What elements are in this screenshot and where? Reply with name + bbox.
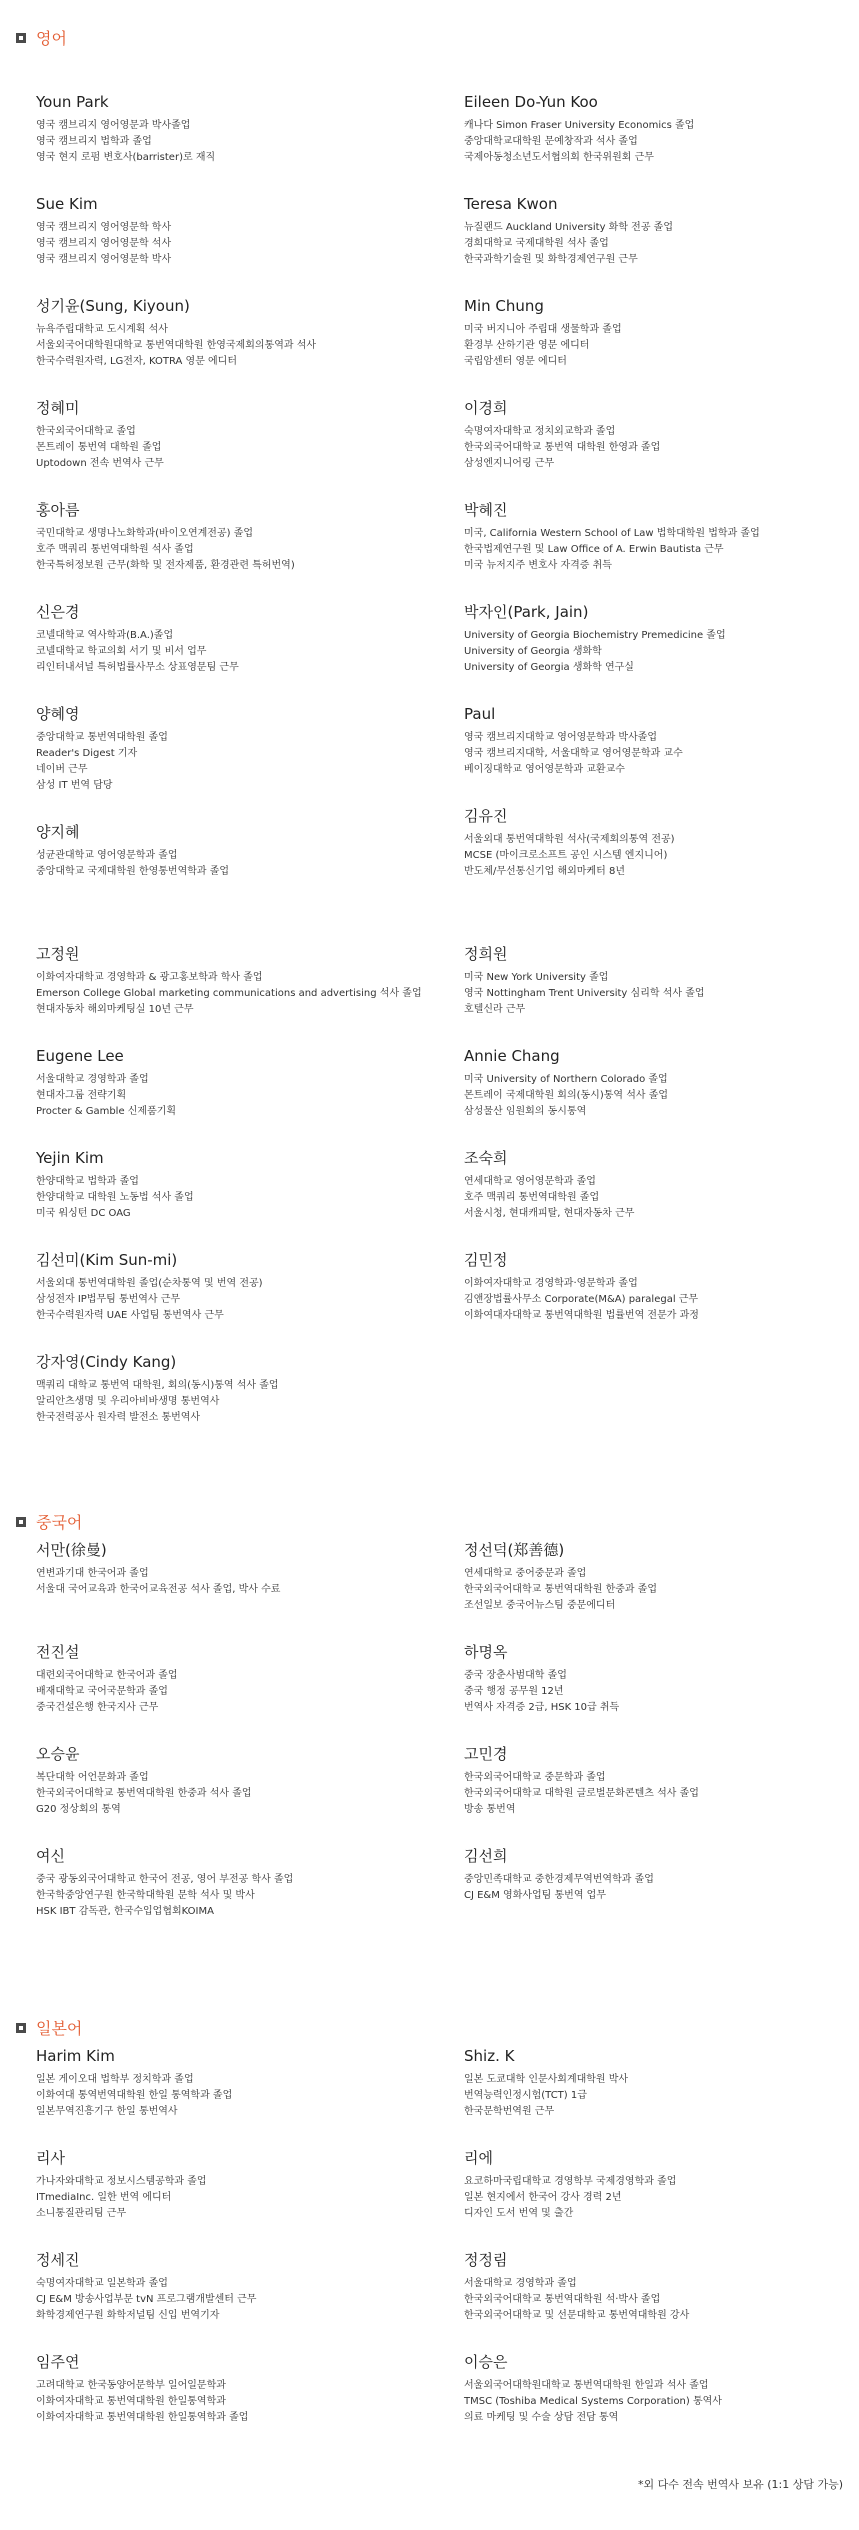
translator-credential: 한국외국어대학교 통번역대학원 석·박사 졸업	[464, 2294, 661, 2305]
translator-credential: 디자인 도서 번역 및 출간	[464, 2208, 574, 2219]
translator-credential: 삼성전자 IP법무팀 통번역사 근무	[36, 1294, 181, 1305]
translator-name: 조숙희	[464, 1149, 508, 1167]
translator-card	[36, 1148, 436, 1222]
translator-card	[464, 92, 859, 166]
translator-credential: 삼성 IT 번역 담당	[36, 780, 113, 791]
translator-credential: 이화여대 통역번역대학원 한일 통역학과 졸업	[36, 2090, 233, 2101]
translator-credential: 가나자와대학교 정보시스템공학과 졸업	[36, 2176, 207, 2187]
section-title	[16, 26, 67, 49]
translator-card	[36, 602, 436, 676]
translator-card	[464, 1046, 859, 1120]
translator-credential: 미국 뉴저지주 변호사 자격증 취득	[464, 560, 612, 571]
translator-name: 리사	[36, 2149, 65, 2167]
translator-credential: 연세대학교 영어영문학과 졸업	[464, 1176, 596, 1187]
translator-name: 김민정	[464, 1251, 508, 1269]
translator-card	[464, 1540, 859, 1614]
translator-credential: 한국전력공사 원자력 발전소 통번역사	[36, 1412, 201, 1423]
translator-card	[36, 92, 436, 166]
translator-name: 리에	[464, 2149, 493, 2167]
translator-card	[464, 602, 859, 676]
translator-credential: 서울외국어대학원대학교 통번역대학원 한일과 석사 졸업	[464, 2380, 709, 2391]
translator-name: 정정림	[464, 2251, 508, 2269]
translator-credential: 미국 New York University 졸업	[464, 972, 609, 983]
translator-credential: 코넬대학교 학교의회 서기 및 비서 업무	[36, 646, 207, 657]
translator-credential: 연세대학교 중어중문과 졸업	[464, 1568, 587, 1579]
translator-credential: 국제아동청소년도서협의회 한국위원회 근무	[464, 152, 654, 163]
translator-name: 오승윤	[36, 1745, 80, 1763]
translator-name: Eugene Lee	[36, 1047, 124, 1065]
translator-name: 이승은	[464, 2353, 508, 2371]
translator-credential: HSK IBT 감독관, 한국수입업협회KOIMA	[36, 1906, 214, 1917]
translator-name: 김유진	[464, 807, 508, 825]
section-label: 영어	[36, 29, 67, 48]
translator-credential: G20 정상회의 통역	[36, 1804, 121, 1815]
translator-credential: 네이버 근무	[36, 764, 88, 775]
translator-name: 정혜미	[36, 399, 80, 417]
translator-credential: MCSE (마이크로소프트 공인 시스템 엔지니어)	[464, 850, 668, 861]
translator-credential: 서울대 국어교육과 한국어교육전공 석사 졸업, 박사 수료	[36, 1584, 281, 1595]
translator-name: Shiz. K	[464, 2047, 515, 2065]
section-title	[16, 2016, 82, 2039]
translator-credential: 미국 버지니아 주립대 생물학과 졸업	[464, 324, 622, 335]
translator-credential: 베이징대학교 영어영문학과 교환교수	[464, 764, 625, 775]
translator-credential: 한양대학교 대학원 노동법 석사 졸업	[36, 1192, 194, 1203]
translator-credential: 이화여대자대학교 통번역대학원 법률번역 전문가 과정	[464, 1310, 699, 1321]
translator-credential: University of Georgia Biochemistry Premedicine 졸업	[464, 630, 726, 641]
translator-credential: 중앙민족대학교 중한경제무역번역학과 졸업	[464, 1874, 654, 1885]
translator-name: Harim Kim	[36, 2047, 115, 2065]
translator-card	[36, 2352, 436, 2426]
translator-card	[36, 194, 436, 268]
translator-card	[464, 2250, 859, 2324]
translator-credential: TMSC (Toshiba Medical Systems Corporation) 통역사	[464, 2396, 722, 2407]
translator-credential: 경희대학교 국제대학원 석사 졸업	[464, 238, 609, 249]
translator-card	[464, 1744, 859, 1818]
translator-card	[36, 822, 436, 880]
translator-credential: 리인터내셔널 특허법률사무소 상표영문팀 근무	[36, 662, 239, 673]
translator-card	[36, 704, 436, 794]
translator-name: 고정원	[36, 945, 80, 963]
translator-name: 서만(徐曼)	[36, 1541, 107, 1559]
translator-card	[464, 2352, 859, 2426]
translator-credential: 한국외국어대학교 통번역대학원 한중과 석사 졸업	[36, 1788, 252, 1799]
translator-card	[36, 296, 436, 370]
translator-name: 성기윤(Sung, Kiyoun)	[36, 297, 190, 315]
translator-credential: Emerson College Global marketing communications and advertising 석사 졸업	[36, 988, 422, 999]
translator-credential: 번역능력인정시험(TCT) 1급	[464, 2090, 587, 2101]
translator-credential: Procter & Gamble 신제품기획	[36, 1106, 177, 1117]
translator-credential: 영국 캠브리지 영어영문학 석사	[36, 238, 172, 249]
translator-credential: 영국 Nottingham Trent University 심리학 석사 졸업	[464, 988, 705, 999]
translator-credential: 미국 University of Northern Colorado 졸업	[464, 1074, 668, 1085]
translator-credential: CJ E&M 방송사업부문 tvN 프로그램개발센터 근무	[36, 2294, 257, 2305]
translator-card	[36, 1046, 436, 1120]
translator-credential: 대련외국어대학교 한국어과 졸업	[36, 1670, 178, 1681]
translator-credential: University of Georgia 생화학	[464, 646, 602, 657]
translator-credential: 서울외대 통번역대학원 석사(국제회의통역 전공)	[464, 834, 675, 845]
translator-credential: 일본 도쿄대학 인문사회계대학원 박사	[464, 2074, 629, 2085]
translator-credential: 뉴욕주립대학교 도시계획 석사	[36, 324, 168, 335]
translator-credential: 숙명여자대학교 일본학과 졸업	[36, 2278, 168, 2289]
translator-card	[464, 806, 859, 880]
translator-credential: 중국 행정 공무원 12년	[464, 1686, 564, 1697]
translator-credential: 호텔신라 근무	[464, 1004, 526, 1015]
translator-credential: 국립암센터 영문 에디터	[464, 356, 567, 367]
translator-credential: 영국 캠브리지 영어영문학 학사	[36, 222, 172, 233]
translator-name: Annie Chang	[464, 1047, 560, 1065]
translator-credential: 이화여자대학교 통번역대학원 한일통역학과	[36, 2396, 226, 2407]
translator-credential: 한국학중앙연구원 한국학대학원 문학 석사 및 박사	[36, 1890, 255, 1901]
translator-credential: Uptodown 전속 번역사 근무	[36, 458, 164, 469]
translator-credential: 서울대학교 경영학과 졸업	[464, 2278, 577, 2289]
translator-name: 전진설	[36, 1643, 80, 1661]
translator-name: Paul	[464, 705, 496, 723]
translator-card	[36, 1250, 436, 1324]
translator-credential: 한국수력원자력, LG전자, KOTRA 영문 에디터	[36, 356, 238, 367]
translator-credential: 한국특허정보원 근무(화학 및 전자제품, 환경관련 특허번역)	[36, 560, 295, 571]
translator-credential: 영국 캠브리지대학, 서울대학교 영어영문학과 교수	[464, 748, 683, 759]
translator-credential: 숙명여자대학교 정치외교학과 졸업	[464, 426, 616, 437]
translator-credential: 한국법제연구원 및 Law Office of A. Erwin Bautista 근무	[464, 544, 724, 555]
translator-credential: 중국건설은행 한국지사 근무	[36, 1702, 159, 1713]
translator-credential: CJ E&M 영화사업팀 통번역 업무	[464, 1890, 606, 1901]
translator-credential: 알리안츠생명 및 우리아비바생명 통번역사	[36, 1396, 220, 1407]
translator-card	[464, 1148, 859, 1222]
translator-name: Yejin Kim	[36, 1149, 104, 1167]
translator-name: 박혜진	[464, 501, 508, 519]
translator-credential: 한국외국어대학교 통번역 대학원 한영과 졸업	[464, 442, 661, 453]
translator-name: 정희원	[464, 945, 508, 963]
translator-credential: 의료 마케팅 및 수술 상담 전담 통역	[464, 2412, 619, 2423]
translator-name: 양혜영	[36, 705, 80, 723]
translator-credential: 이화여자대학교 경영학과·영문학과 졸업	[464, 1278, 638, 1289]
translator-card	[464, 296, 859, 370]
translator-card	[36, 500, 436, 574]
translator-credential: 이화여자대학교 경영학과 & 광고홍보학과 학사 졸업	[36, 972, 263, 983]
translator-name: Eileen Do-Yun Koo	[464, 93, 598, 111]
translator-credential: 서울외국어대학원대학교 통번역대학원 한영국제회의통역과 석사	[36, 340, 317, 351]
translator-name: 박자인(Park, Jain)	[464, 603, 589, 621]
translator-card	[36, 2148, 436, 2222]
translator-credential: 미국, California Western School of Law 법학대학원 법학과 졸업	[464, 528, 760, 539]
footnote: *외 다수 전속 번역사 보유 (1:1 상담 가능)	[637, 2478, 843, 2491]
translator-name: 신은경	[36, 603, 80, 621]
translator-credential: 서울외대 통번역대학원 졸업(순차통역 및 번역 전공)	[36, 1278, 263, 1289]
translator-card	[464, 2148, 859, 2222]
translator-name: 이경희	[464, 399, 508, 417]
translator-credential: 중앙대학교 국제대학원 한영통번역학과 졸업	[36, 866, 230, 877]
section-title	[16, 1510, 82, 1533]
translator-credential: 복단대학 어언문화과 졸업	[36, 1772, 149, 1783]
translator-credential: 이화여자대학교 통번역대학원 한일통역학과 졸업	[36, 2412, 249, 2423]
translator-credential: 코넬대학교 역사학과(B.A.)졸업	[36, 630, 174, 641]
translator-credential: 일본 현지에서 한국어 강사 경력 2년	[464, 2192, 622, 2203]
translator-card	[464, 704, 859, 778]
translator-credential: 배재대학교 국어국문학과 졸업	[36, 1686, 168, 1697]
translator-name: 고민경	[464, 1745, 508, 1763]
translator-name: Teresa Kwon	[464, 195, 558, 213]
translator-credential: 캐나다 Simon Fraser University Economics 졸업	[464, 120, 695, 131]
translator-card	[464, 194, 859, 268]
translator-credential: University of Georgia 생화학 연구실	[464, 662, 634, 673]
translator-card	[36, 1846, 436, 1920]
translator-credential: 영국 캠브리지 법학과 졸업	[36, 136, 152, 147]
translator-credential: 연변과기대 한국어과 졸업	[36, 1568, 149, 1579]
translator-card	[464, 2046, 859, 2120]
translator-credential: 한국수력원자력 UAE 사업팀 통번역사 근무	[36, 1310, 224, 1321]
translator-card	[36, 2250, 436, 2324]
translator-credential: 한국외국어대학교 통번역대학원 한중과 졸업	[464, 1584, 658, 1595]
translator-name: Youn Park	[36, 93, 109, 111]
translator-name: 정세진	[36, 2251, 80, 2269]
translator-credential: 삼성엔지니어링 근무	[464, 458, 555, 469]
translator-credential: 번역사 자격증 2급, HSK 10급 취득	[464, 1702, 620, 1713]
translator-credential: 영국 캠브리지 영어영문과 박사졸업	[36, 120, 191, 131]
translator-card	[36, 1744, 436, 1818]
translator-credential: 화학경제연구원 화학저널팀 신입 번역기자	[36, 2310, 220, 2321]
translator-card	[36, 398, 436, 472]
translator-credential: 반도체/무선통신기업 해외마케터 8년	[464, 866, 625, 877]
translator-card	[464, 1642, 859, 1716]
translator-credential: 성균관대학교 영어영문학과 졸업	[36, 850, 178, 861]
translator-credential: 한양대학교 법학과 졸업	[36, 1176, 139, 1187]
translator-credential: 한국외국어대학교 졸업	[36, 426, 136, 437]
translator-credential: 서울시청, 현대캐피탈, 현대자동차 근무	[464, 1208, 635, 1219]
section-label: 일본어	[36, 2019, 83, 2038]
translator-credential: 요코하마국립대학교 경영학부 국제경영학과 졸업	[464, 2176, 677, 2187]
translator-credential: 한국문학번역원 근무	[464, 2106, 555, 2117]
translator-card	[464, 500, 859, 574]
translator-credential: ITmediaInc. 일한 번역 에디터	[36, 2192, 172, 2203]
translator-credential: 중국 광동외국어대학교 한국어 전공, 영어 부전공 학사 졸업	[36, 1874, 294, 1885]
translator-credential: 뉴질랜드 Auckland University 화학 전공 졸업	[464, 222, 673, 233]
translator-credential: 한국과학기술원 및 화학경제연구원 근무	[464, 254, 638, 265]
translator-card	[36, 944, 436, 1018]
translator-credential: 영국 캠브리지 영어영문학 박사	[36, 254, 172, 265]
translator-credential: 영국 현지 로펌 변호사(barrister)로 재직	[36, 152, 216, 163]
translator-credential: 서울대학교 경영학과 졸업	[36, 1074, 149, 1085]
translator-credential: 일본무역진흥기구 한일 통번역사	[36, 2106, 178, 2117]
translator-card	[36, 1540, 436, 1598]
translator-card	[36, 1642, 436, 1716]
translator-credential: 미국 워싱턴 DC OAG	[36, 1208, 131, 1219]
translator-credential: 조선일보 중국어뉴스팀 중문에디터	[464, 1600, 616, 1611]
translator-credential: 한국외국어대학교 중문학과 졸업	[464, 1772, 606, 1783]
translator-credential: 일본 게이오대 법학부 정치학과 졸업	[36, 2074, 194, 2085]
translator-card	[464, 398, 859, 472]
translator-credential: 몬트레이 국제대학원 회의(동시)통역 석사 졸업	[464, 1090, 669, 1101]
section-bullet-icon	[16, 2023, 26, 2033]
translator-name: 김선희	[464, 1847, 508, 1865]
translator-credential: 김앤장법률사무소 Corporate(M&A) paralegal 근무	[464, 1294, 699, 1305]
translator-credential: 중국 장춘사범대학 졸업	[464, 1670, 567, 1681]
translator-credential: 영국 캠브리지대학교 영어영문학과 박사졸업	[464, 732, 658, 743]
translator-card	[464, 1846, 859, 1904]
translator-credential: Reader's Digest 기자	[36, 748, 138, 759]
translator-card	[464, 944, 859, 1018]
translator-name: 홍아름	[36, 501, 80, 519]
translator-credential: 중앙대학교대학원 문예창작과 석사 졸업	[464, 136, 638, 147]
translator-credential: 몬트레이 통번역 대학원 졸업	[36, 442, 162, 453]
translator-credential: 한국외국어대학교 대학원 글로벌문화콘텐츠 석사 졸업	[464, 1788, 699, 1799]
translator-name: Min Chung	[464, 297, 544, 315]
translator-name: 임주연	[36, 2353, 80, 2371]
translator-name: Sue Kim	[36, 195, 98, 213]
translator-credential: 맥쿼리 대학교 통번역 대학원, 회의(동시)통역 석사 졸업	[36, 1380, 279, 1391]
translator-name: 김선미(Kim Sun-mi)	[36, 1251, 178, 1269]
translator-credential: 현대자그룹 전략기획	[36, 1090, 127, 1101]
translator-name: 하명옥	[464, 1643, 508, 1661]
translator-credential: 소니통질관리팀 근무	[36, 2208, 127, 2219]
translator-credential: 고려대학교 한국동양어문학부 일어일문학과	[36, 2380, 226, 2391]
translator-name: 여신	[36, 1847, 65, 1865]
translator-credential: 현대자동차 해외마케팅실 10년 근무	[36, 1004, 194, 1015]
translator-card	[464, 1250, 859, 1324]
translator-credential: 호주 맥쿼리 통번역대학원 석사 졸업	[36, 544, 194, 555]
section-label: 중국어	[36, 1513, 83, 1532]
translator-credential: 환경부 산하기관 영문 에디터	[464, 340, 590, 351]
translator-card	[36, 2046, 436, 2120]
translator-name: 강자영(Cindy Kang)	[36, 1353, 177, 1371]
translator-credential: 방송 통번역	[464, 1804, 516, 1815]
section-bullet-icon	[16, 33, 26, 43]
section-bullet-icon	[16, 1517, 26, 1527]
translator-name: 정선덕(郑善德)	[464, 1541, 565, 1559]
translator-credential: 한국외국어대학교 및 선문대학교 통번역대학원 강사	[464, 2310, 690, 2321]
translator-credential: 삼성물산 임원회의 동시통역	[464, 1106, 587, 1117]
translator-card	[36, 1352, 436, 1426]
translator-credential: 국민대학교 생명나노화학과(바이오연계전공) 졸업	[36, 528, 254, 539]
translator-credential: 중앙대학교 통번역대학원 졸업	[36, 732, 168, 743]
translator-credential: 호주 맥쿼리 통번역대학원 졸업	[464, 1192, 600, 1203]
translator-name: 양지혜	[36, 823, 80, 841]
